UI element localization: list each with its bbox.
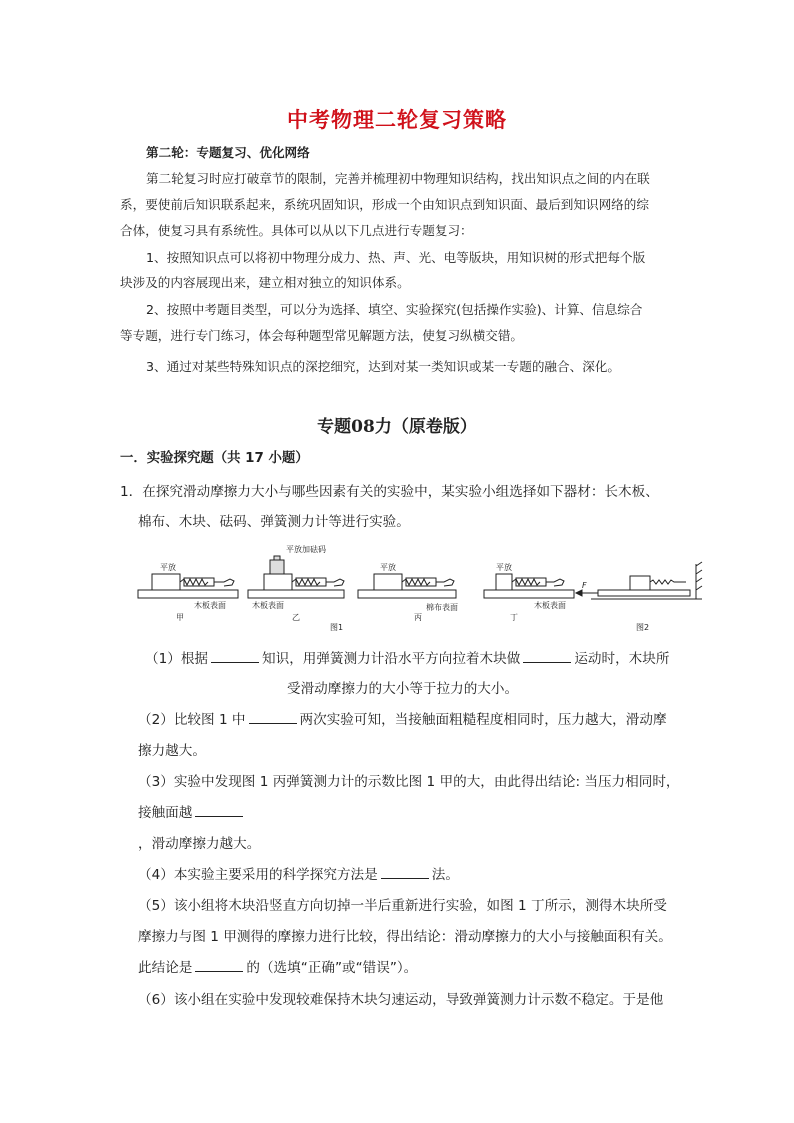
sub4-text: （4）本实验主要采用的科学探究方法是 <box>138 867 378 883</box>
figure-label: 丁 <box>510 613 518 622</box>
sub5-text: 此结论是 <box>138 960 193 976</box>
sub-question-3-line1: （3）实验中发现图 1 丙弹簧测力计的示数比图 1 甲的大，由此得出结论: 当压力相同时， <box>138 774 680 790</box>
intro-item1-line: 块涉及的内容展现出来，建立相对独立的知识体系。 <box>120 275 410 290</box>
figure-label: 木板表面 <box>534 601 566 610</box>
intro-item3: 3、通过对某些特殊知识点的深挖细究，达到对某一类知识或某一专题的融合、深化。 <box>146 359 620 374</box>
intro-item2-line: 2、按照中考题目类型，可以分为选择、填空、实验探究(包括操作实验)、计算、信息综合 <box>146 302 643 317</box>
sub-question-3-line2 <box>138 804 246 822</box>
sub2-text: 两次实验可知，当接触面粗糙程度相同时，压力越大，滑动摩 <box>299 712 667 728</box>
figure-label: 平放 <box>496 563 512 572</box>
answer-blank[interactable] <box>249 711 297 724</box>
figure-label: 乙 <box>292 613 300 622</box>
intro-item2-line: 等专题，进行专门练习，体会每种题型常见解题方法，使复习纵横交错。 <box>120 328 523 343</box>
sub5-text: 的（选填“正确”或“错误”）。 <box>246 960 418 976</box>
question1-stem-line: 1．在探究滑动摩擦力大小与哪些因素有关的实验中，某实验小组选择如下器材：长木板、 <box>120 484 659 500</box>
sub-question-4 <box>138 866 459 884</box>
figure-caption: 图1 <box>330 623 344 632</box>
figure-caption: 图2 <box>636 623 650 632</box>
experiment-figure <box>136 544 712 636</box>
answer-blank[interactable] <box>195 804 243 817</box>
sub-question-2-line2: 擦力越大。 <box>138 743 206 759</box>
intro-subheading: 第二轮：专题复习、优化网络 <box>146 145 310 160</box>
figure-label: 平放加砝码 <box>286 545 326 554</box>
sub3-text: 接触面越 <box>138 805 193 821</box>
sub-question-6-line1: （6）该小组在实验中发现较难保持木块匀速运动，导致弹簧测力计示数不稳定。于是他 <box>138 992 664 1008</box>
figure-label: 平放 <box>160 563 176 572</box>
sub4-text: 法。 <box>431 867 459 883</box>
sub-question-2 <box>138 711 667 729</box>
sub-question-1-line2: 受滑动摩擦力的大小等于拉力的大小。 <box>287 681 519 697</box>
figure-label: 棉布表面 <box>426 603 458 612</box>
figure-label: 丙 <box>414 613 422 622</box>
answer-blank[interactable] <box>195 959 243 972</box>
sub1-text: （1）根据 <box>145 651 209 667</box>
section-heading: 一．实验探究题（共 17 小题） <box>120 451 309 466</box>
answer-blank[interactable] <box>211 650 259 663</box>
figure-label: 平放 <box>380 563 396 572</box>
page-title: 中考物理二轮复习策略 <box>287 108 507 132</box>
figure-label: 甲 <box>176 613 184 622</box>
force-label: F <box>582 581 587 590</box>
intro-item1-line: 1、按照知识点可以将初中物理分成力、热、声、光、电等版块，用知识树的形式把每个版 <box>146 250 646 265</box>
sub-question-5-line3 <box>138 959 417 977</box>
figure-label: 木板表面 <box>252 601 284 610</box>
sub-question-1 <box>145 650 669 668</box>
intro-para-line: 合体，使复习具有系统性。具体可以从以下几点进行专题复习： <box>120 223 473 238</box>
figure-label: 木板表面 <box>194 601 226 610</box>
question1-stem-line: 棉布、木块、砝码、弹簧测力计等进行实验。 <box>138 514 410 530</box>
sub-question-5-line1: （5）该小组将木块沿竖直方向切掉一半后重新进行实验，如图 1 丁所示，测得木块所受 <box>138 898 667 914</box>
intro-para-line: 第二轮复习时应打破章节的限制，完善并梳理初中物理知识结构，找出知识点之间的内在联 <box>146 171 650 186</box>
intro-para-line: 系，要使前后知识联系起来，系统巩固知识，形成一个由知识点到知识面、最后到知识网络的综 <box>120 197 649 212</box>
sub1-text: 知识，用弹簧测力计沿水平方向拉着木块做 <box>262 651 521 667</box>
sub1-text: 运动时，木块所 <box>574 651 670 667</box>
answer-blank[interactable] <box>381 866 429 879</box>
sub-question-5-line2: 摩擦力与图 1 甲测得的摩擦力进行比较，得出结论：滑动摩擦力的大小与接触面积有关。 <box>138 929 672 945</box>
sub2-text: （2）比较图 1 中 <box>138 712 246 728</box>
sub-question-3-line3: ，滑动摩擦力越大。 <box>138 836 261 852</box>
topic-title: 专题08力（原卷版） <box>317 417 477 437</box>
answer-blank[interactable] <box>523 650 571 663</box>
